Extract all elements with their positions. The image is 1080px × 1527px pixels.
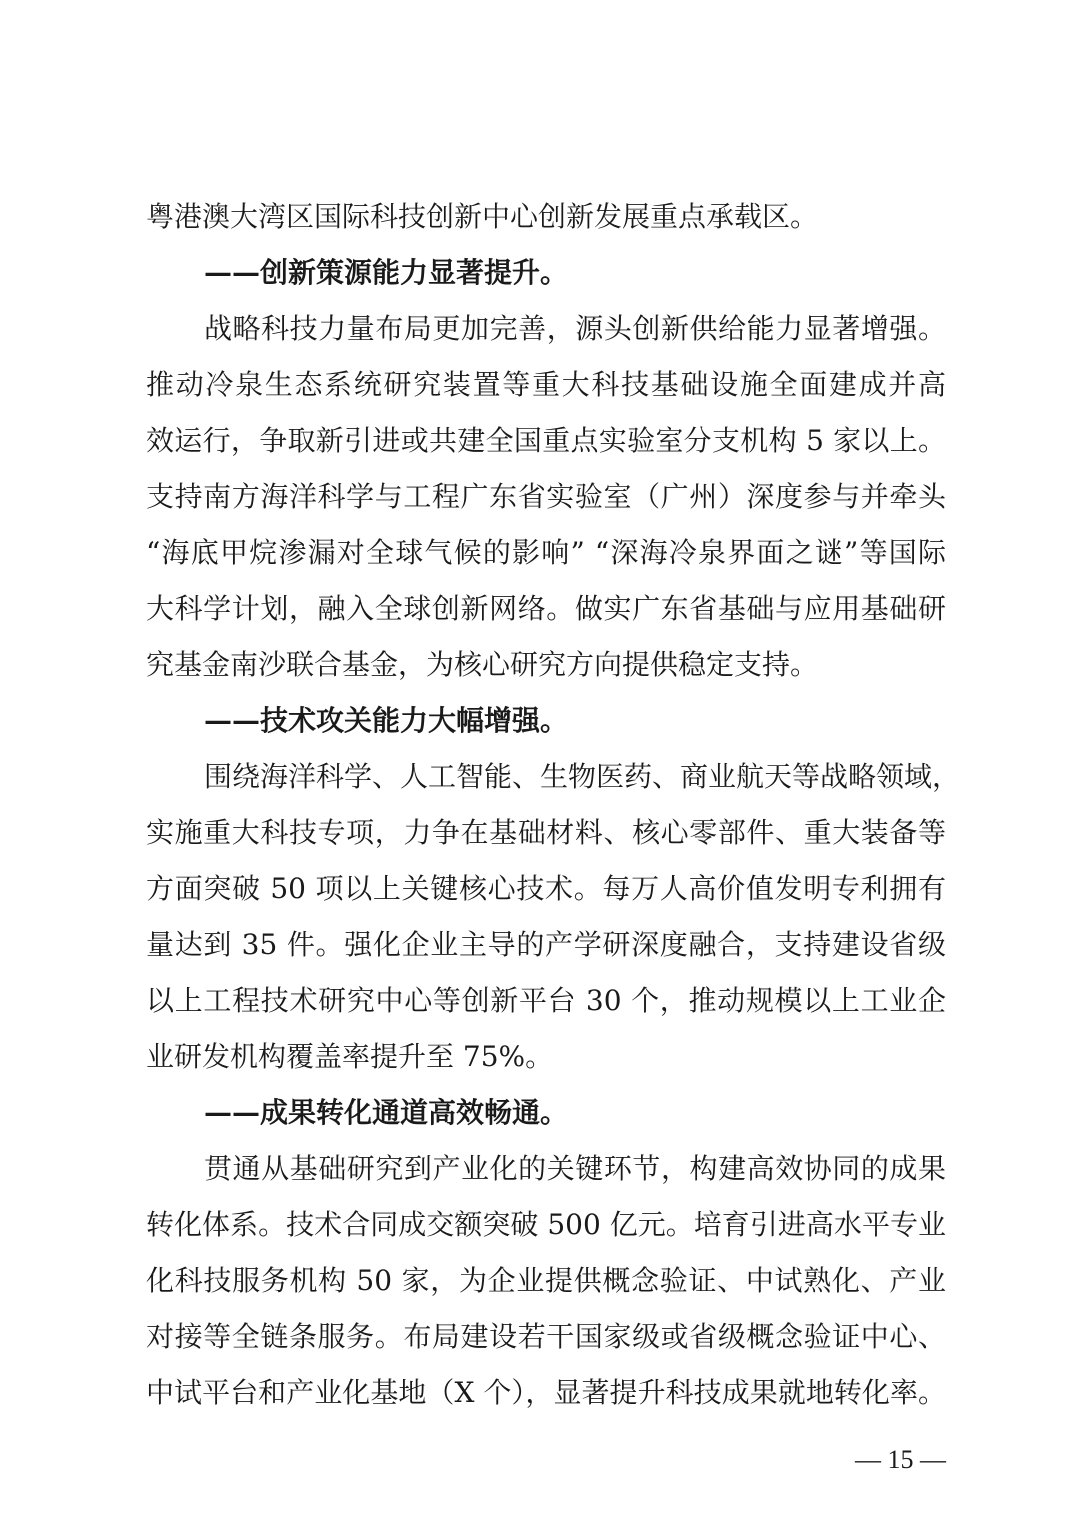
body-text-line: 围绕海洋科学、人工智能、生物医药、商业航天等战略领域， <box>204 760 961 793</box>
body-text-line: 中试平台和产业化基地（X 个），显著提升科技成果就地转化率。 <box>146 1376 946 1409</box>
body-text-line: 方面突破 50 项以上关键核心技术。每万人高价值发明专利拥有 <box>146 872 946 905</box>
body-text-line: 对接等全链条服务。布局建设若干国家级或省级概念验证中心、 <box>146 1320 946 1353</box>
body-text-line: 粤港澳大湾区国际科技创新中心创新发展重点承载区。 <box>146 200 819 233</box>
section-heading-tech-breakthrough: ——技术攻关能力大幅增强。 <box>204 704 569 737</box>
body-text-line: 业研发机构覆盖率提升至 75%。 <box>146 1040 554 1073</box>
body-text-line: 实施重大科技专项，力争在基础材料、核心零部件、重大装备等 <box>146 816 946 849</box>
section-heading-achievement-transfer: ——成果转化通道高效畅通。 <box>204 1096 569 1129</box>
body-text-line: 以上工程技术研究中心等创新平台 30 个，推动规模以上工业企 <box>146 984 946 1017</box>
body-text-line: 支持南方海洋科学与工程广东省实验室（广州）深度参与并牵头 <box>146 480 946 513</box>
body-text-line: 转化体系。技术合同成交额突破 500 亿元。培育引进高水平专业 <box>146 1208 946 1241</box>
body-text-line: 贯通从基础研究到产业化的关键环节，构建高效协同的成果 <box>204 1152 946 1185</box>
body-text-line: 大科学计划，融入全球创新网络。做实广东省基础与应用基础研 <box>146 592 946 625</box>
body-text-line: 效运行，争取新引进或共建全国重点实验室分支机构 5 家以上。 <box>146 424 946 457</box>
page-number: — 15 — <box>855 1445 946 1474</box>
body-text-line: 化科技服务机构 50 家，为企业提供概念验证、中试熟化、产业 <box>146 1264 946 1297</box>
body-text-line: 量达到 35 件。强化企业主导的产学研深度融合，支持建设省级 <box>146 928 946 961</box>
body-text-line: 究基金南沙联合基金，为核心研究方向提供稳定支持。 <box>146 648 819 681</box>
body-text-line: 推动冷泉生态系统研究装置等重大科技基础设施全面建成并高 <box>146 368 946 401</box>
body-text-line: “海底甲烷渗漏对全球气候的影响” “深海冷泉界面之谜”等国际 <box>146 536 946 569</box>
body-text-line: 战略科技力量布局更加完善，源头创新供给能力显著增强。 <box>204 312 946 345</box>
section-heading-innovation-source: ——创新策源能力显著提升。 <box>204 256 569 289</box>
